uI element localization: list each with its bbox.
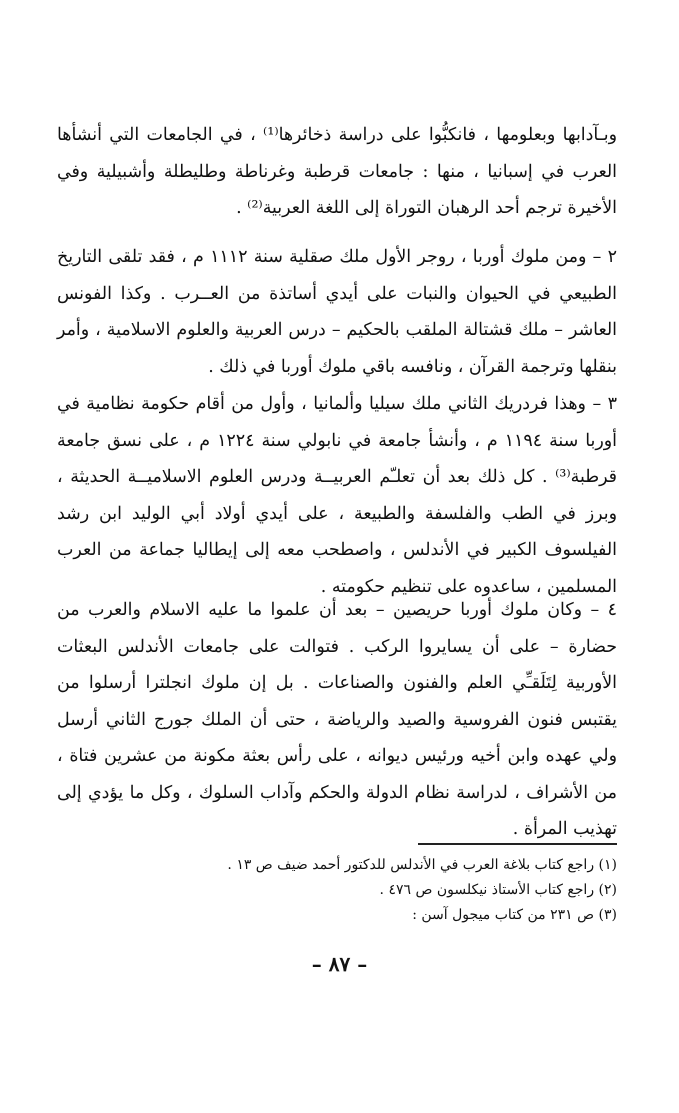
paragraph-4: ٤ – وكان ملوك أوربا حريصين – بعد أن علموا ما عليه الاسلام والعرب من حضارة – على أن يسايروا الركب . فتوالت على جامعات الأندلس البعثات الأوربية لِتَلَقـِّي العلم والفنون والصناعات . بل إن ملوك انجلترا أرسلوا من يقتبس فنون الفروسية والصيد والرياضة ، حتى أن الملك جورج الثاني أرسل ولي عهده وابن أخيه ورئيس ديوانه ، على رأس بعثة مكونة من عشرين فتاة ، من الأشراف ، لدراسة نظام الدولة والحكم وآداب السلوك ، وكل ما يؤدي إلى تهذيب المرأة . bbox=[57, 600, 617, 839]
footnote-divider bbox=[418, 843, 617, 845]
footnote-3: (٣) ص ٢٣١ من كتاب ميجول آسن : bbox=[412, 907, 617, 923]
paragraph-1: وبـآدابها وبعلومها ، فانكبُّوا على دراسة ذخائرها⁽¹⁾ ، في الجامعات التي أنشأها العرب في إسبانيا ، منها : جامعات قرطبة وغرناطة وطليطلة وأشبيلية وفي الأخيرة ترجم أحد الرهبان التوراة إلى اللغة العربية⁽²⁾ . bbox=[57, 125, 617, 218]
footnote-1: (١) راجع كتاب بلاغة العرب في الأندلس للدكتور أحمد ضيف ص ١٣ . bbox=[227, 857, 617, 873]
footnotes-list bbox=[57, 853, 617, 928]
footnote-2: (٢) راجع كتاب الأستاذ نيكلسون ص ٤٧٦ . bbox=[379, 882, 617, 898]
paragraph-2: ٢ – ومن ملوك أوربا ، روجر الأول ملك صقلية سنة ١١١٢ م ، فقد تلقى التاريخ الطبيعي في الحيوان والنبات على أيدي أساتذة من العــرب . وكذا الفونس العاشر – ملك قشتالة الملقب بالحكيم – درس العربية والعلوم الاسلامية ، وأمر بنقلها وترجمة القرآن ، ونافسه باقي ملوك أوربا في ذلك . bbox=[57, 247, 617, 377]
paragraph-3: ٣ – وهذا فردريك الثاني ملك سيليا وألمانيا ، وأول من أقام حكومة نظامية في أوربا سنة ١١٩٤ م ، وأنشأ جامعة في نابولي سنة ١٢٢٤ م ، على نسق جامعة قرطبة⁽³⁾ . كل ذلك بعد أن تعلـّم العربيــة ودرس العلوم الاسلاميــة الحديثة ، وبرز في الطب والفلسفة والطبيعة ، على أيدي أولاد أبي الوليد ابن رشد الفيلسوف الكبير في الأندلس ، واصطحب معه إلى إيطاليا جماعة من العرب المسلمين ، ساعدوه على تنظيم حكومته . bbox=[57, 394, 617, 597]
page-number: – ٨٧ – bbox=[311, 952, 368, 976]
